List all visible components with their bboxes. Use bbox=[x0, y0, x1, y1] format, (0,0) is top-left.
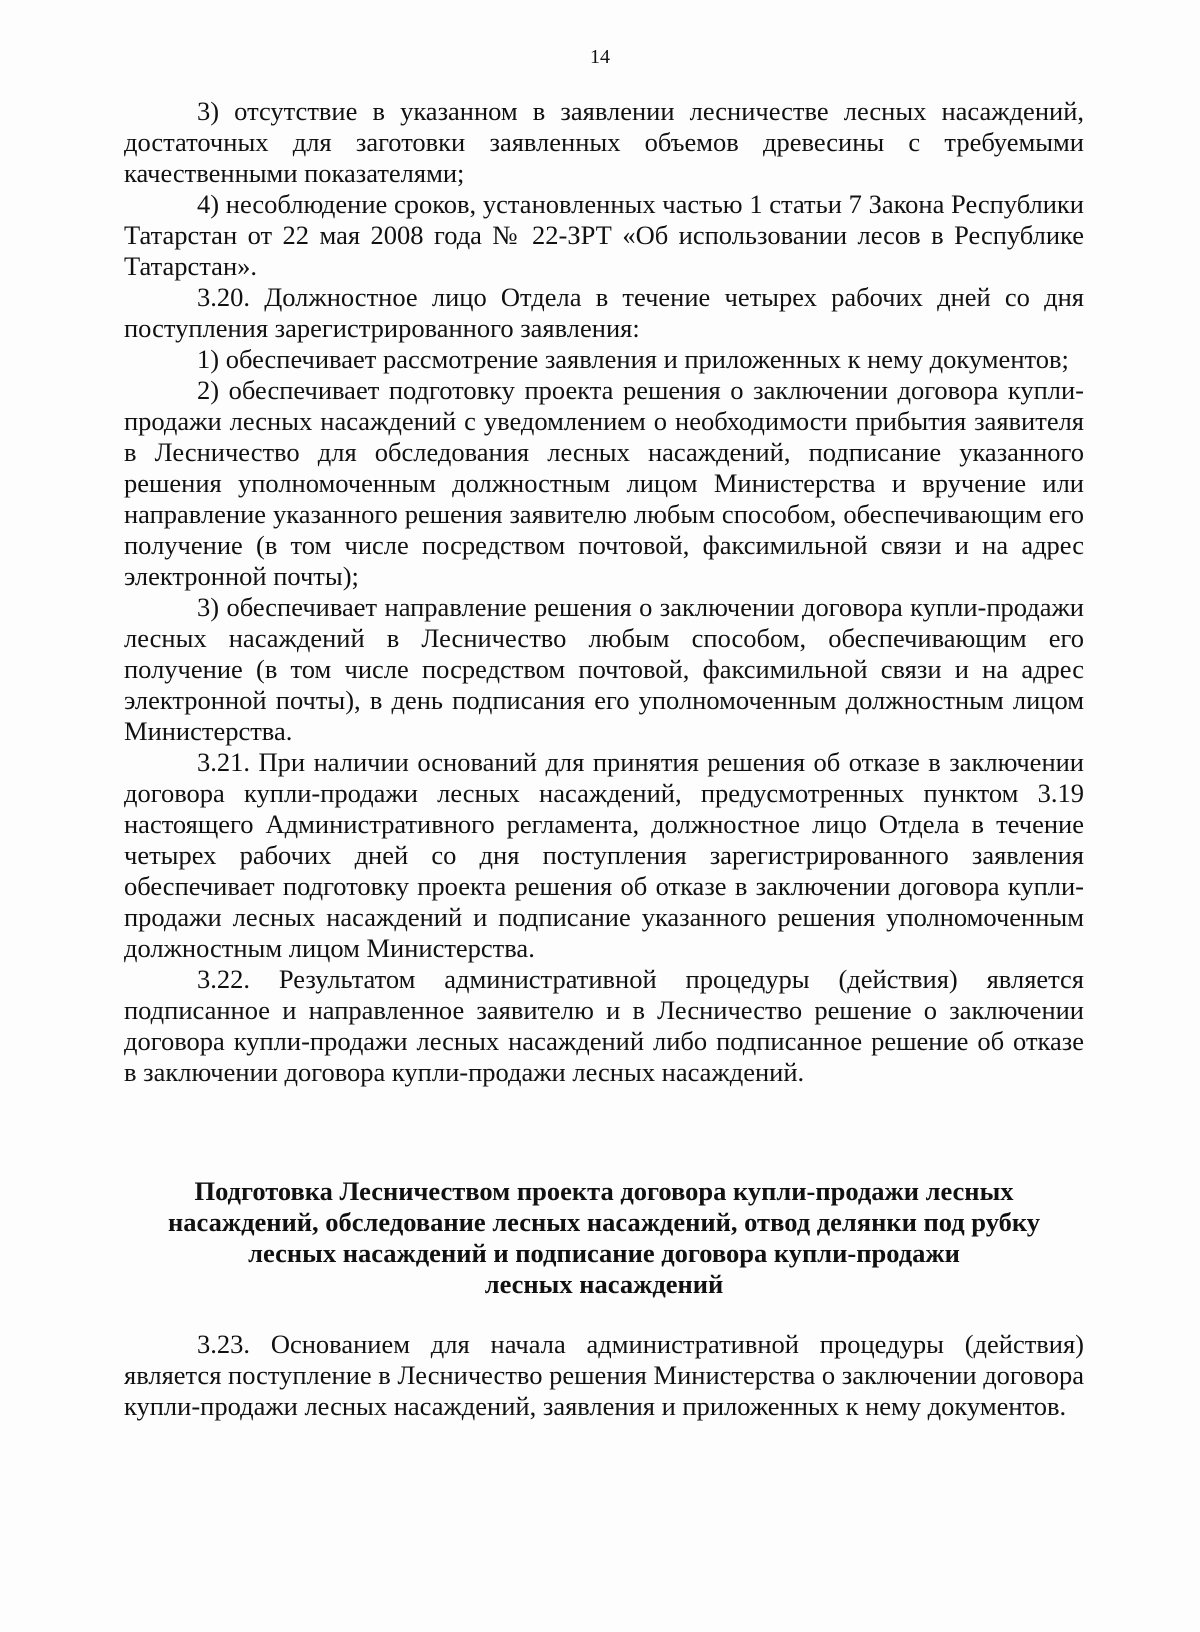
paragraph-3-20: 3.20. Должностное лицо Отдела в течение четырех рабочих дней со дня поступления зарегистрированного заявления: bbox=[124, 282, 1084, 343]
section-heading-line-1: Подготовка Лесничеством проекта договора купли-продажи лесных bbox=[194, 1176, 1014, 1206]
paragraph-3-20-item-2: 2) обеспечивает подготовку проекта решения о заключении договора купли-продажи лесных насаждений с уведомлением о необходимости прибытия заявителя в Лесничество для обследования лесных насаждений, подписание указанного решения уполномоченным должностным лицом Министерства и вручение или направление указанного решения заявителю любым способом, обеспечивающим его получение (в том числе посредством почтовой, факсимильной связи и на адрес электронной почты); bbox=[124, 375, 1084, 591]
paragraph-3-20-item-3: 3) обеспечивает направление решения о заключении договора купли-продажи лесных насаждений в Лесничество любым способом, обеспечивающим его получение (в том числе посредством почтовой, факсимильной связи и на адрес электронной почты), в день подписания его уполномоченным должностным лицом Министерства. bbox=[124, 592, 1084, 746]
paragraph-3-23: 3.23. Основанием для начала административной процедуры (действия) является поступление в Лесничество решения Министерства о заключении договора купли-продажи лесных насаждений, заявления и приложенных к нему документов. bbox=[124, 1329, 1084, 1421]
section-heading bbox=[124, 1176, 1084, 1300]
section-heading-line-2: насаждений, обследование лесных насаждений, отвод делянки под рубку bbox=[168, 1207, 1040, 1237]
page-number: 14 bbox=[590, 46, 610, 68]
body-text-bottom bbox=[124, 1329, 1084, 1422]
paragraph-item-3: 3) отсутствие в указанном в заявлении лесничестве лесных насаждений, достаточных для заготовки заявленных объемов древесины с требуемыми качественными показателями; bbox=[124, 96, 1084, 188]
paragraph-3-21: 3.21. При наличии оснований для принятия решения об отказе в заключении договора купли-продажи лесных насаждений, предусмотренных пунктом 3.19 настоящего Административного регламента, должностное лицо Отдела в течение четырех рабочих дней со дня поступления зарегистрированного заявления обеспечивает подготовку проекта решения об отказе в заключении договора купли-продажи лесных насаждений и подписание указанного решения уполномоченным должностным лицом Министерства. bbox=[124, 747, 1084, 963]
paragraph-item-4: 4) несоблюдение сроков, установленных частью 1 статьи 7 Закона Республики Татарстан от 22 мая 2008 года № 22-ЗРТ «Об использовании лесов в Республике Татарстан». bbox=[124, 189, 1084, 281]
paragraph-3-22: 3.22. Результатом административной процедуры (действия) является подписанное и направленное заявителю и в Лесничество решение о заключении договора купли-продажи лесных насаждений либо подписанное решение об отказе в заключении договора купли-продажи лесных насаждений. bbox=[124, 964, 1084, 1087]
body-text-top bbox=[124, 96, 1084, 1088]
paragraph-3-20-item-1: 1) обеспечивает рассмотрение заявления и приложенных к нему документов; bbox=[197, 344, 1069, 374]
section-heading-line-3: лесных насаждений и подписание договора купли-продажи bbox=[248, 1238, 960, 1268]
section-heading-line-4: лесных насаждений bbox=[484, 1269, 724, 1299]
section-heading-text bbox=[124, 1176, 1084, 1300]
